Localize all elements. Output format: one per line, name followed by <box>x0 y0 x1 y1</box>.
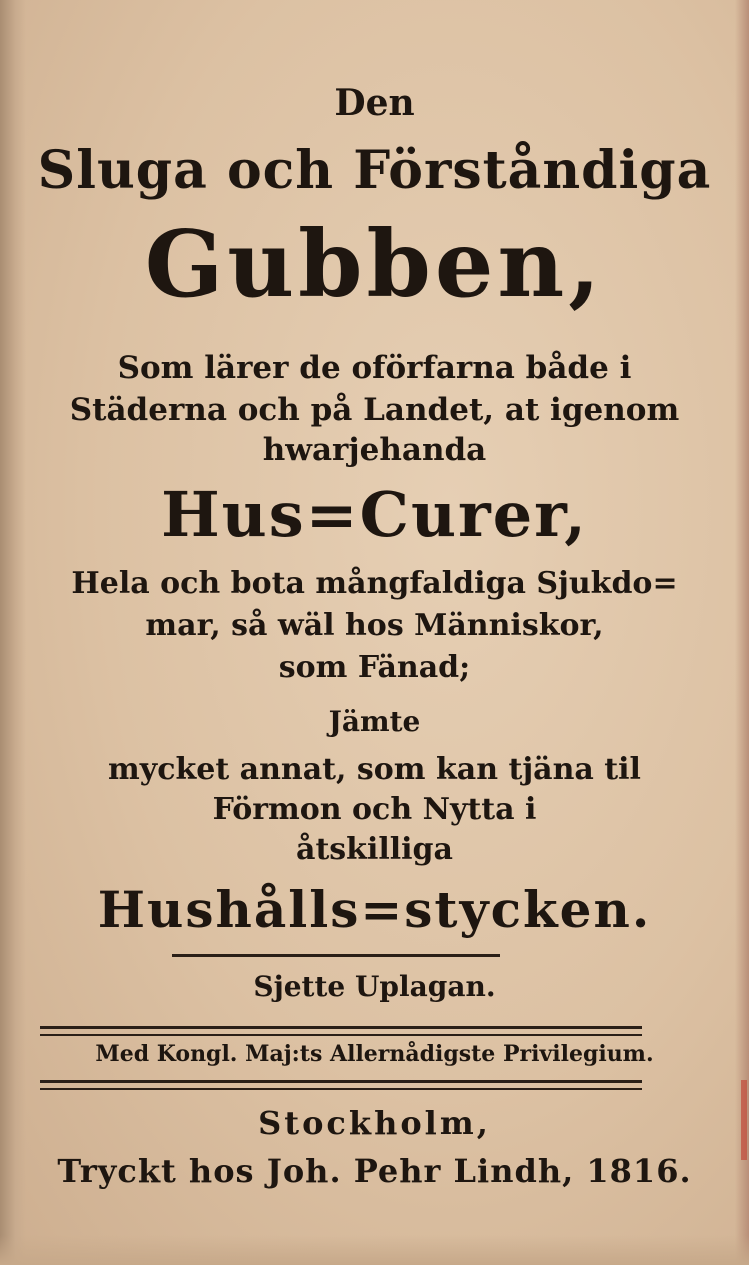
title-den: Den <box>334 82 415 124</box>
subtitle-line-2: Städerna och på Landet, at igenom <box>69 392 680 428</box>
body-line-5: Förmon och Nytta i <box>212 792 537 827</box>
subtitle-line-3: hwarjehanda <box>262 432 487 468</box>
title-hus-curer: Hus=Curer, <box>161 478 588 551</box>
imprint-place: Stockholm, <box>258 1104 491 1142</box>
privilege-text: Med Kongl. Maj:ts Allernådigste Privilegium. <box>95 1041 654 1067</box>
body-line-2: mar, så wäl hos Människor, <box>145 608 604 643</box>
body-line-4: mycket annat, som kan tjäna til <box>108 752 641 787</box>
subtitle-line-1: Som lärer de oförfarna både i <box>117 350 632 386</box>
title-gubben: Gubben, <box>144 210 605 318</box>
edition-label: Sjette Uplagan. <box>253 970 496 1003</box>
imprint-printer: Tryckt hos Joh. Pehr Lindh, 1816. <box>57 1152 692 1190</box>
body-line-6: åtskilliga <box>296 832 453 867</box>
privilege-rule-top-inner <box>40 1034 642 1036</box>
privilege-rule-top <box>40 1026 642 1029</box>
title-hushalls: Hushålls=stycken. <box>97 880 652 939</box>
title-sluga: Sluga och Förståndiga <box>37 140 712 201</box>
body-line-3: som Fänad; <box>278 650 471 685</box>
privilege-rule-bottom-inner <box>40 1088 642 1090</box>
edition-rule <box>172 954 500 957</box>
title-jamte: Jämte <box>328 705 421 738</box>
bottom-shadow <box>0 1235 749 1265</box>
body-line-1: Hela och bota mångfaldiga Sjukdo= <box>71 566 678 601</box>
privilege-rule-bottom <box>40 1080 642 1083</box>
